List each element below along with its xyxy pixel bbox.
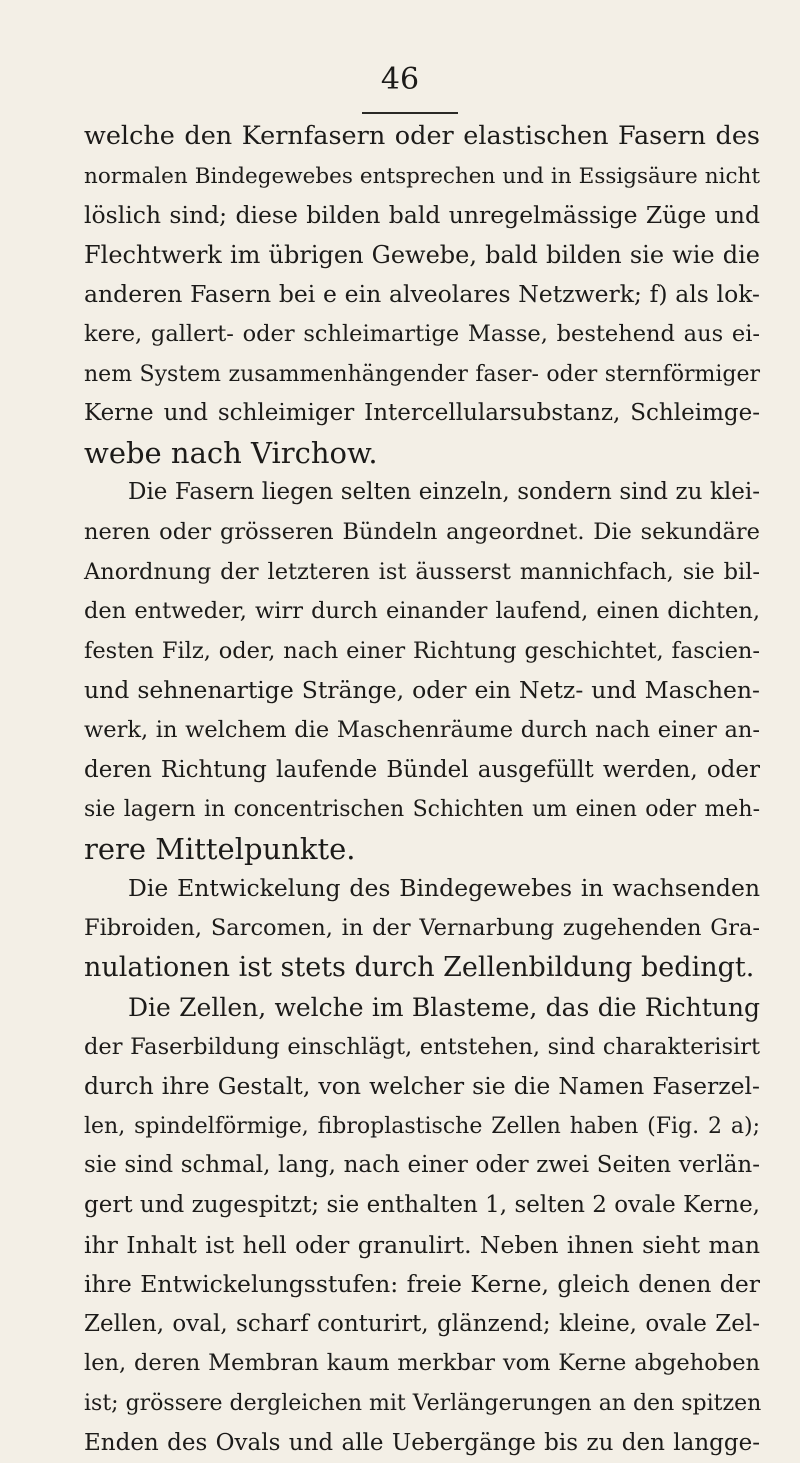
text-line: Die Zellen, welche im Blasteme, das die Richtung [128, 993, 760, 1023]
text-line: werk, in welchem die Maschenräume durch nach einer an- [84, 716, 760, 743]
text-line: rere Mittelpunkte. [84, 831, 356, 866]
text-line: Zellen, oval, scharf conturirt, glänzend; kleine, ovale Zel- [84, 1310, 760, 1337]
text-line: durch ihre Gestalt, von welcher sie die Namen Faserzel- [84, 1072, 760, 1101]
text-line: kere, gallert- oder schleimartige Masse, bestehend aus ei- [84, 320, 760, 347]
text-line: und sehnenartige Stränge, oder ein Netz- und Maschen- [84, 676, 760, 705]
text-line: anderen Fasern bei e ein alveolares Netzwerk; f) als lok- [84, 280, 760, 309]
text-line: Flechtwerk im übrigen Gewebe, bald bilden sie wie die [84, 240, 760, 269]
text-line: ihr Inhalt ist hell oder granulirt. Neben ihnen sieht man [84, 1230, 760, 1259]
text-line: neren oder grösseren Bündeln angeordnet. Die sekundäre [84, 518, 760, 545]
text-line: len, spindelförmige, fibroplastische Zellen haben (Fig. 2 a); [84, 1113, 760, 1139]
text-line: sie lagern in concentrischen Schichten um einen oder meh- [84, 797, 760, 823]
text-line: nem System zusammenhängender faser- oder sternförmiger [84, 361, 760, 387]
text-line: sie sind schmal, lang, nach einer oder zwei Seiten verlän- [84, 1152, 760, 1179]
text-line: den entweder, wirr durch einander laufend, einen dichten, [84, 598, 760, 625]
text-line: Die Fasern liegen selten einzeln, sondern sind zu klei- [128, 479, 760, 506]
text-line: ist; grössere dergleichen mit Verlängerungen an den spitzen [84, 1391, 762, 1416]
text-line: Anordnung der letzteren ist äusserst mannichfach, sie bil- [84, 558, 760, 585]
body-text [84, 117, 760, 1463]
text-line: Die Entwickelung des Bindegewebes in wachsenden [128, 874, 760, 903]
text-line: Enden des Ovals und alle Uebergänge bis zu den langge- [84, 1429, 760, 1456]
text-line: webe nach Virchow. [84, 435, 378, 470]
text-line: welche den Kernfasern oder elastischen Fasern des [84, 121, 760, 151]
page-number-underline [362, 112, 458, 114]
text-line: löslich sind; diese bilden bald unregelmässige Züge und [84, 201, 760, 230]
text-line: Fibroiden, Sarcomen, in der Vernarbung zugehenden Gra- [84, 914, 760, 941]
page-number: 46 [380, 62, 420, 97]
text-line: festen Filz, oder, nach einer Richtung geschichtet, fascien- [84, 637, 760, 664]
text-line: der Faserbildung einschlägt, entstehen, sind charakterisirt [84, 1033, 760, 1060]
text-line: normalen Bindegewebes entsprechen und in Essigsäure nicht [84, 163, 760, 189]
text-line: nulationen ist stets durch Zellenbildung bedingt. [84, 952, 755, 984]
text-line: Kerne und schleimiger Intercellularsubstanz, Schleimge- [84, 400, 760, 427]
text-line: ihre Entwickelungsstufen: freie Kerne, gleich denen der [84, 1270, 760, 1299]
text-line: gert und zugespitzt; sie enthalten 1, selten 2 ovale Kerne, [84, 1192, 760, 1219]
text-line: len, deren Membran kaum merkbar vom Kerne abgehoben [84, 1350, 760, 1377]
text-line: deren Richtung laufende Bündel ausgefüllt werden, oder [84, 756, 760, 783]
